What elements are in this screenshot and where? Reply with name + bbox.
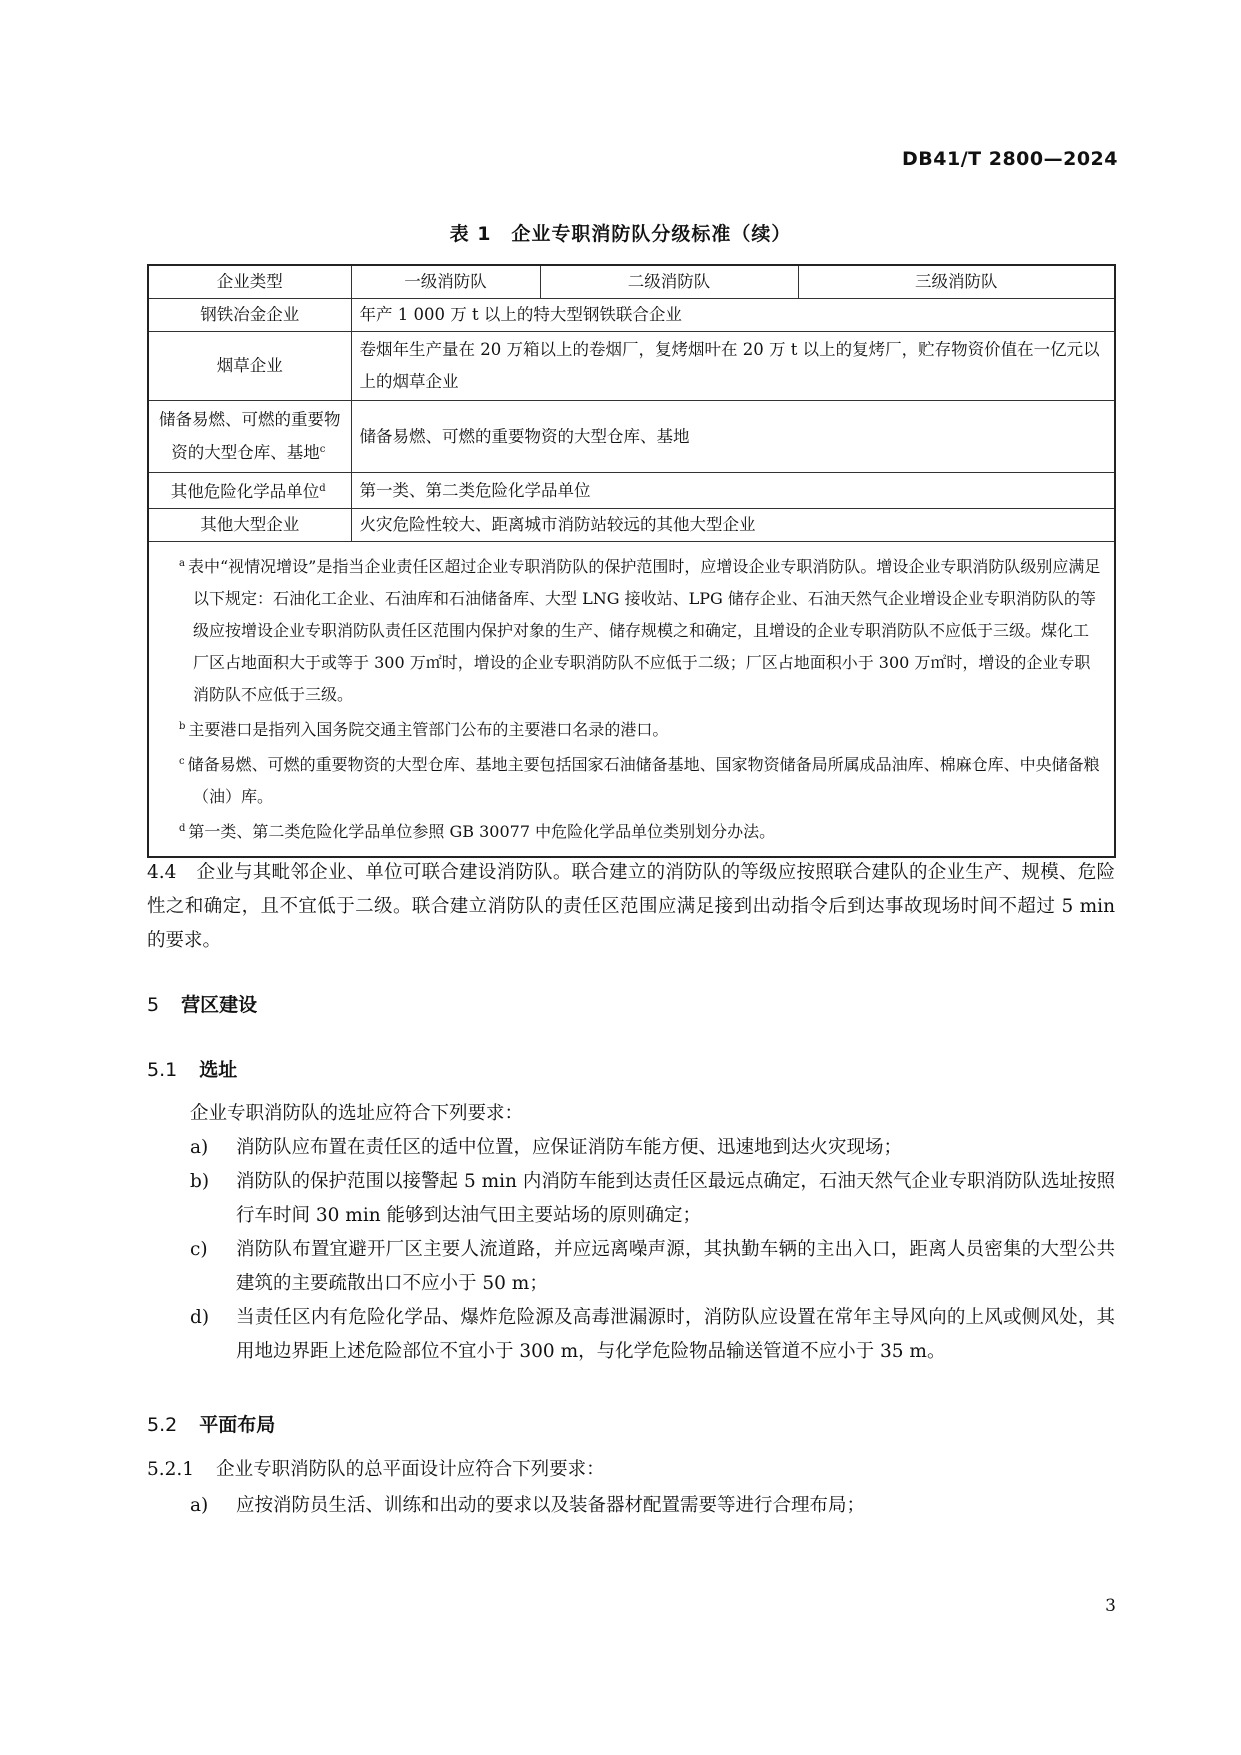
table-row bbox=[148, 473, 1115, 509]
enterprise-type-text: 储备易燃、可燃的重要物资的大型仓库、基地 bbox=[159, 410, 341, 462]
document-code: DB41/T 2800—2024 bbox=[902, 148, 1118, 170]
section-5-heading bbox=[147, 990, 257, 1017]
table-row bbox=[148, 401, 1115, 473]
list-text: 当责任区内有危险化学品、爆炸危险源及高毒泄漏源时，消防队应设置在常年主导风向的上风或侧风处，其用地边界距上述危险部位不宜小于 300 m，与化学危险物品输送管道不应小于 35 m。 bbox=[236, 1307, 1115, 1362]
column-header: 三级消防队 bbox=[798, 265, 1115, 299]
section-5-2-heading bbox=[147, 1410, 275, 1437]
section-5-1-heading bbox=[147, 1055, 237, 1082]
list-item bbox=[190, 1165, 1115, 1233]
table-note bbox=[179, 711, 1104, 746]
list-label: a) bbox=[190, 1137, 209, 1158]
clause-number: 5.2.1 bbox=[147, 1459, 195, 1480]
clause-text: 企业专职消防队的总平面设计应符合下列要求： bbox=[216, 1459, 605, 1480]
enterprise-type-cell: 钢铁冶金企业 bbox=[148, 299, 351, 332]
table-title: 表 1 企业专职消防队分级标准（续） bbox=[449, 223, 792, 245]
column-header: 企业类型 bbox=[148, 265, 351, 299]
list-label: b) bbox=[190, 1171, 210, 1192]
enterprise-type-cell: 烟草企业 bbox=[148, 332, 351, 401]
table-notes-row bbox=[148, 542, 1115, 858]
table-header-row bbox=[148, 265, 1115, 299]
column-header: 二级消防队 bbox=[540, 265, 798, 299]
list-label: c) bbox=[190, 1239, 208, 1260]
note-text: 储备易燃、可燃的重要物资的大型仓库、基地主要包括国家石油储备基地、国家物资储备局所属成品油库、棉麻仓库、中央储备粮（油）库。 bbox=[187, 755, 1100, 806]
list-text: 应按消防员生活、训练和出动的要求以及装备器材配置需要等进行合理布局； bbox=[236, 1495, 866, 1516]
table-row bbox=[148, 299, 1115, 332]
list-text: 消防队应布置在责任区的适中位置，应保证消防车能方便、迅速地到达火灾现场； bbox=[236, 1137, 903, 1158]
requirement-cell: 年产 1 000 万 t 以上的特大型钢铁联合企业 bbox=[351, 299, 1115, 332]
list-text: 消防队的保护范围以接警起 5 min 内消防车能到达责任区最远点确定，石油天然气企业专职消防队选址按照行车时间 30 min 能够到达油气田主要站场的原则确定； bbox=[236, 1171, 1115, 1226]
requirement-cell: 卷烟年生产量在 20 万箱以上的卷烟厂，复烤烟叶在 20 万 t 以上的复烤厂，贮存物资价值在一亿元以上的烟草企业 bbox=[351, 332, 1115, 401]
note-text: 表中“视情况增设”是指当企业责任区超过企业专职消防队的保护范围时，应增设企业专职消防队。增设企业专职消防队级别应满足以下规定：石油化工企业、石油库和石油储备库、大型 LNG 接收站、LPG 储存企业、石油天然气企业增设企业专职消防队的等级应按增设企业专职消防队责任区范围内保护对象的生产、储存规模之和确定，且增设的企业专职消防队不应低于三级。煤化工厂区占地面积大于或等于 300 万㎡时，增设的企业专职消防队不应低于二级；厂区占地面积小于 300 万㎡时，增设的企业专职消防队不应低于三级。 bbox=[187, 557, 1101, 704]
section-number: 5.2 bbox=[147, 1414, 178, 1436]
section-title: 平面布局 bbox=[199, 1414, 276, 1436]
list-text: 消防队布置宜避开厂区主要人流道路，并应远离噪声源，其执勤车辆的主出入口，距离人员密集的大型公共建筑的主要疏散出口不应小于 50 m； bbox=[236, 1239, 1115, 1294]
enterprise-type-cell bbox=[148, 473, 351, 509]
table-note bbox=[179, 746, 1104, 813]
enterprise-type-cell bbox=[148, 401, 351, 473]
section-number: 5.1 bbox=[147, 1059, 178, 1081]
note-text: 第一类、第二类危险化学品单位参照 GB 30077 中危险化学品单位类别划分办法。 bbox=[188, 822, 776, 841]
clause-number: 4.4 bbox=[147, 862, 177, 883]
clause-4-4 bbox=[147, 856, 1115, 958]
footnote-mark: d bbox=[319, 483, 326, 494]
table-note bbox=[179, 813, 1104, 848]
section-title: 营区建设 bbox=[181, 994, 258, 1016]
note-mark: d bbox=[179, 823, 186, 834]
page-number: 3 bbox=[1105, 1596, 1116, 1616]
list-label: a) bbox=[190, 1495, 209, 1516]
requirement-cell: 第一类、第二类危险化学品单位 bbox=[351, 473, 1115, 509]
list-item bbox=[190, 1489, 1115, 1523]
note-mark: b bbox=[179, 721, 186, 732]
requirement-cell: 火灾危险性较大、距离城市消防站较远的其他大型企业 bbox=[351, 509, 1115, 542]
table-row bbox=[148, 332, 1115, 401]
section-number: 5 bbox=[147, 994, 160, 1016]
note-mark: a bbox=[179, 558, 185, 569]
table-note bbox=[179, 548, 1104, 711]
note-mark: c bbox=[179, 756, 185, 767]
list-item bbox=[190, 1301, 1115, 1369]
list-label: d) bbox=[190, 1307, 210, 1328]
enterprise-type-cell: 其他大型企业 bbox=[148, 509, 351, 542]
table-notes bbox=[148, 542, 1115, 858]
note-text: 主要港口是指列入国务院交通主管部门公布的主要港口名录的港口。 bbox=[188, 720, 669, 739]
section-title: 选址 bbox=[199, 1059, 238, 1081]
column-header: 一级消防队 bbox=[351, 265, 540, 299]
clause-text: 企业与其毗邻企业、单位可联合建设消防队。联合建立的消防队的等级应按照联合建队的企业生产、规模、危险性之和确定，且不宜低于二级。联合建立消防队的责任区范围应满足接到出动指令后到达事故现场时间不超过 5 min 的要求。 bbox=[147, 862, 1115, 951]
footnote-mark: c bbox=[319, 444, 326, 455]
list-item bbox=[190, 1233, 1115, 1301]
requirement-cell: 储备易燃、可燃的重要物资的大型仓库、基地 bbox=[351, 401, 1115, 473]
list-item bbox=[190, 1131, 1115, 1165]
clause-5-2-1 bbox=[147, 1453, 1115, 1487]
enterprise-type-text: 其他危险化学品单位 bbox=[170, 482, 320, 501]
table-row bbox=[148, 509, 1115, 542]
classification-table bbox=[147, 264, 1116, 858]
section-5-1-intro: 企业专职消防队的选址应符合下列要求： bbox=[190, 1103, 524, 1124]
